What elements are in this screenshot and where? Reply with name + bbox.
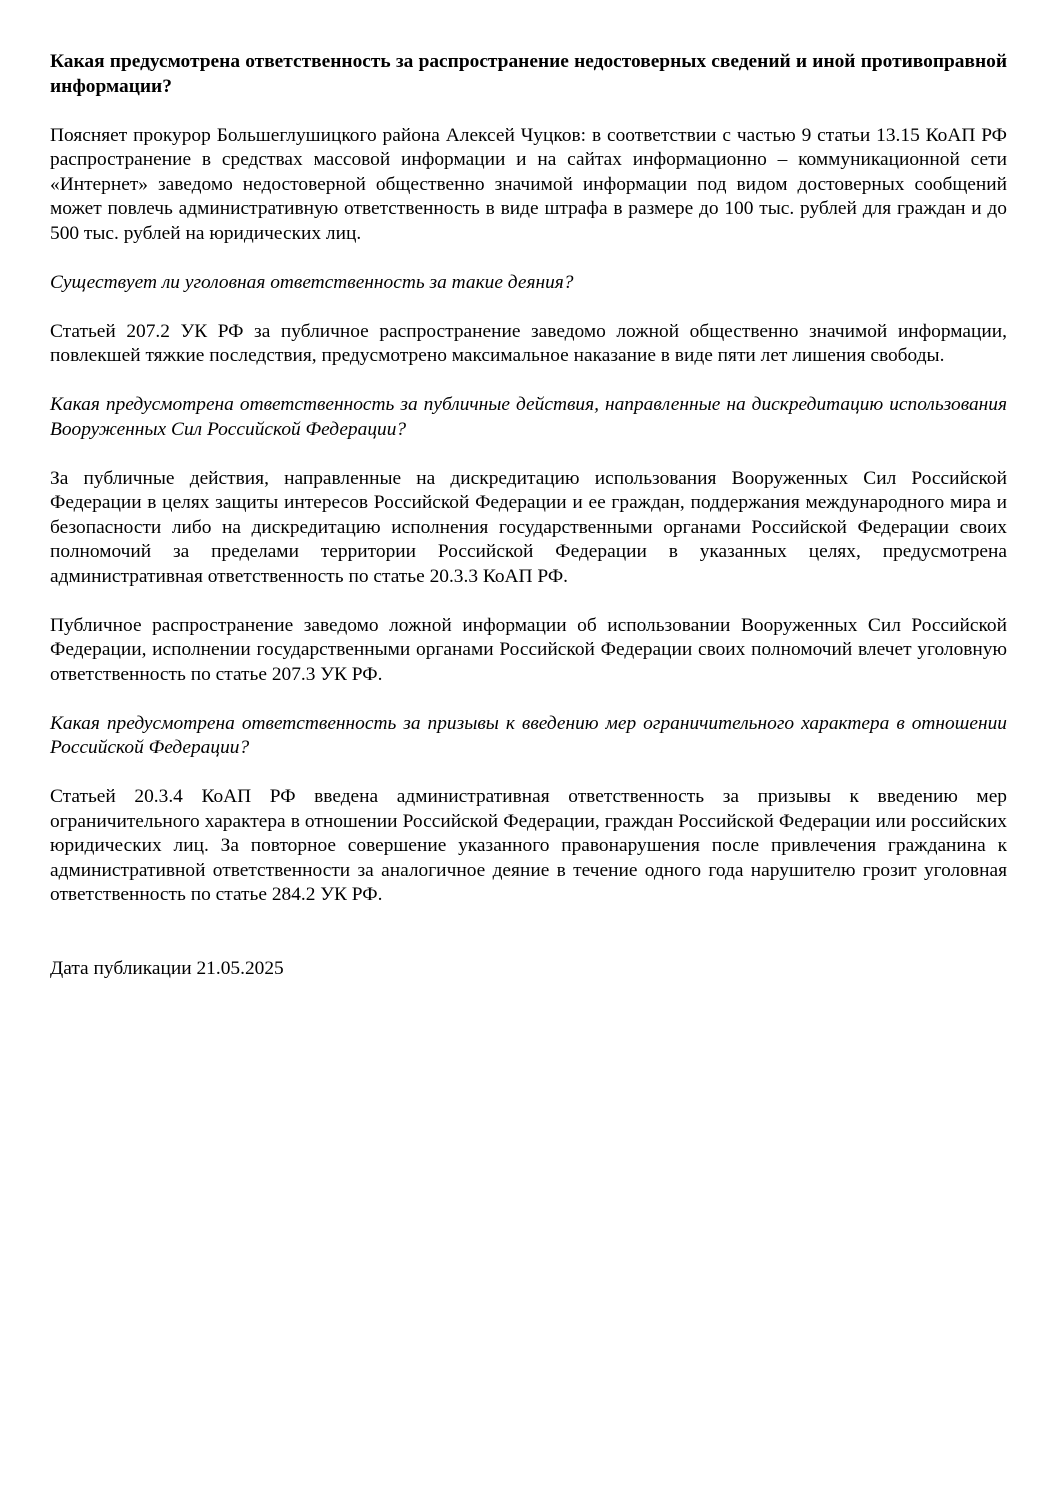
paragraph-article-207-2: Статьей 207.2 УК РФ за публичное распространение заведомо ложной общественно значимой информации, повлекшей тяжкие последствия, предусмотрено максимальное наказание в виде пяти лет лишения свободы.	[50, 320, 1007, 366]
question-restrictive-measures: Какая предусмотрена ответственность за призывы к введению мер ограничительного характера в отношении Российской Федерации?	[50, 712, 1007, 758]
paragraph-article-207-3: Публичное распространение заведомо ложной информации об использовании Вооруженных Сил Российской Федерации, исполнении государственными органами Российской Федерации своих полномочий влечет уголовную ответственность по статье 207.3 УК РФ.	[50, 614, 1007, 685]
question-armed-forces-discreditation: Какая предусмотрена ответственность за публичные действия, направленные на дискредитацию использования Вооруженных Сил Российской Федерации?	[50, 394, 1007, 440]
document-title: Какая предусмотрена ответственность за распространение недостоверных сведений и иной противоправной информации?	[50, 51, 1007, 97]
question-criminal-liability: Существует ли уголовная ответственность за такие деяния?	[50, 271, 574, 293]
document-page	[50, 50, 1007, 981]
paragraph-prosecutor-explanation: Поясняет прокурор Большеглушицкого района Алексей Чуцков: в соответствии с частью 9 статьи 13.15 КоАП РФ распространение в средствах массовой информации и на сайтах информационно – коммуникационной сети «Интернет» заведомо недостоверной общественно значимой информации под видом достоверных сообщений может повлечь административную ответственность в виде штрафа в размере до 100 тыс. рублей для граждан и до 500 тыс. рублей на юридических лиц.	[50, 124, 1007, 244]
paragraph-article-20-3-4: Статьей 20.3.4 КоАП РФ введена административная ответственность за призывы к введению мер ограничительного характера в отношении Российской Федерации, граждан Российской Федерации или российских юридических лиц. За повторное совершение указанного правонарушения после привлечения гражданина к административной ответственности за аналогичное деяние в течение одного года нарушителю грозит уголовная ответственность по статье 284.2 УК РФ.	[50, 786, 1007, 905]
publication-date: Дата публикации 21.05.2025	[50, 957, 284, 979]
paragraph-article-20-3-3: За публичные действия, направленные на дискредитацию использования Вооруженных Сил Российской Федерации в целях защиты интересов Российской Федерации и ее граждан, поддержания международного мира и безопасности либо на дискредитацию исполнения государственными органами Российской Федерации своих полномочий за пределами территории Российской Федерации в указанных целях, предусмотрена административная ответственность по статье 20.3.3 КоАП РФ.	[50, 467, 1007, 587]
